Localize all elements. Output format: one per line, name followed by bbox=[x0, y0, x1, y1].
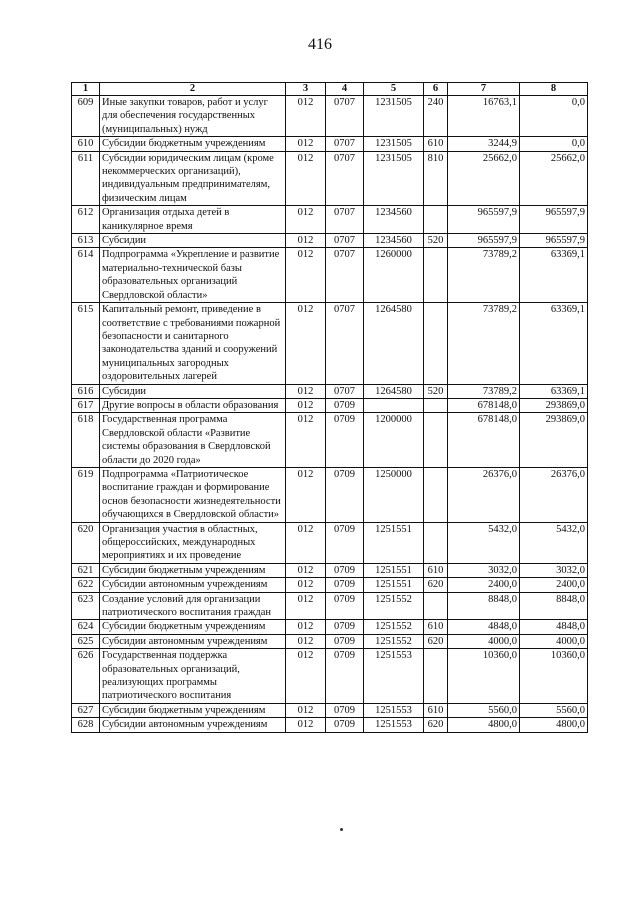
target-article-code: 1251552 bbox=[364, 634, 424, 648]
table-row bbox=[72, 398, 588, 412]
ministry-code: 012 bbox=[286, 137, 326, 151]
row-name: Подпрограмма «Патриотическое воспитание граждан и формирование основ безопасности жизнедеятельности обучающихся в Свердловской области» bbox=[100, 467, 286, 522]
table-row bbox=[72, 634, 588, 648]
row-number: 611 bbox=[72, 151, 100, 206]
amount-col8: 63369,1 bbox=[520, 303, 588, 384]
row-name: Субсидии bbox=[100, 384, 286, 398]
section-code: 0707 bbox=[326, 151, 364, 206]
expense-type-code bbox=[424, 413, 448, 468]
amount-col8: 965597,9 bbox=[520, 234, 588, 248]
expense-type-code: 610 bbox=[424, 563, 448, 577]
table-row bbox=[72, 522, 588, 563]
expense-type-code: 610 bbox=[424, 137, 448, 151]
header-row bbox=[72, 83, 588, 96]
expense-type-code bbox=[424, 467, 448, 522]
row-number: 628 bbox=[72, 718, 100, 732]
amount-col8: 4000,0 bbox=[520, 634, 588, 648]
amount-col7: 3244,9 bbox=[448, 137, 520, 151]
section-code: 0707 bbox=[326, 248, 364, 303]
section-code: 0709 bbox=[326, 703, 364, 717]
table-row bbox=[72, 206, 588, 234]
target-article-code bbox=[364, 398, 424, 412]
row-number: 620 bbox=[72, 522, 100, 563]
amount-col7: 678148,0 bbox=[448, 398, 520, 412]
row-name: Государственная программа Свердловской области «Развитие системы образования в Свердловской области до 2020 года» bbox=[100, 413, 286, 468]
amount-col7: 2400,0 bbox=[448, 578, 520, 592]
target-article-code: 1231505 bbox=[364, 96, 424, 137]
target-article-code: 1250000 bbox=[364, 467, 424, 522]
table-row bbox=[72, 96, 588, 137]
target-article-code: 1251553 bbox=[364, 649, 424, 704]
row-name: Подпрограмма «Укрепление и развитие материально-технической базы образовательных организаций Свердловской области» bbox=[100, 248, 286, 303]
amount-col8: 0,0 bbox=[520, 96, 588, 137]
section-code: 0709 bbox=[326, 718, 364, 732]
section-code: 0707 bbox=[326, 384, 364, 398]
row-name: Иные закупки товаров, работ и услуг для обеспечения государственных (муниципальных) нужд bbox=[100, 96, 286, 137]
amount-col7: 5560,0 bbox=[448, 703, 520, 717]
expense-type-code: 520 bbox=[424, 384, 448, 398]
amount-col7: 25662,0 bbox=[448, 151, 520, 206]
table-row bbox=[72, 592, 588, 620]
row-name: Капитальный ремонт, приведение в соответствие с требованиями пожарной безопасности и санитарного законодательства зданий и сооружений муниципальных загородных оздоровительных лагерей bbox=[100, 303, 286, 384]
amount-col7: 10360,0 bbox=[448, 649, 520, 704]
expense-type-code bbox=[424, 398, 448, 412]
page-number: 416 bbox=[308, 36, 332, 53]
row-number: 610 bbox=[72, 137, 100, 151]
expense-type-code: 610 bbox=[424, 703, 448, 717]
section-code: 0707 bbox=[326, 137, 364, 151]
amount-col7: 5432,0 bbox=[448, 522, 520, 563]
row-name: Создание условий для организации патриотического воспитания граждан bbox=[100, 592, 286, 620]
amount-col8: 293869,0 bbox=[520, 413, 588, 468]
row-name: Государственная поддержка образовательных организаций, реализующих программы патриотического воспитания bbox=[100, 649, 286, 704]
section-code: 0707 bbox=[326, 303, 364, 384]
ministry-code: 012 bbox=[286, 151, 326, 206]
section-code: 0709 bbox=[326, 413, 364, 468]
section-code: 0707 bbox=[326, 234, 364, 248]
table-row bbox=[72, 151, 588, 206]
expense-type-code bbox=[424, 248, 448, 303]
header-cell: 8 bbox=[520, 83, 588, 96]
table-row bbox=[72, 467, 588, 522]
expense-type-code bbox=[424, 592, 448, 620]
section-code: 0709 bbox=[326, 620, 364, 634]
amount-col8: 3032,0 bbox=[520, 563, 588, 577]
row-number: 623 bbox=[72, 592, 100, 620]
ministry-code: 012 bbox=[286, 620, 326, 634]
row-number: 616 bbox=[72, 384, 100, 398]
amount-col7: 965597,9 bbox=[448, 206, 520, 234]
row-number: 621 bbox=[72, 563, 100, 577]
row-name: Субсидии автономным учреждениям bbox=[100, 718, 286, 732]
amount-col8: 5432,0 bbox=[520, 522, 588, 563]
ministry-code: 012 bbox=[286, 303, 326, 384]
row-number: 617 bbox=[72, 398, 100, 412]
section-code: 0709 bbox=[326, 398, 364, 412]
expense-type-code: 620 bbox=[424, 634, 448, 648]
table-row bbox=[72, 703, 588, 717]
amount-col8: 2400,0 bbox=[520, 578, 588, 592]
expense-type-code: 620 bbox=[424, 718, 448, 732]
table-row bbox=[72, 384, 588, 398]
ministry-code: 012 bbox=[286, 592, 326, 620]
amount-col7: 4800,0 bbox=[448, 718, 520, 732]
row-number: 615 bbox=[72, 303, 100, 384]
row-name: Субсидии юридическим лицам (кроме некоммерческих организаций), индивидуальным предпринимателям, физическим лицам bbox=[100, 151, 286, 206]
header-cell: 6 bbox=[424, 83, 448, 96]
expense-type-code: 620 bbox=[424, 578, 448, 592]
expense-type-code bbox=[424, 649, 448, 704]
header-cell: 5 bbox=[364, 83, 424, 96]
row-name: Субсидии bbox=[100, 234, 286, 248]
section-code: 0709 bbox=[326, 634, 364, 648]
expense-type-code bbox=[424, 206, 448, 234]
amount-col8: 63369,1 bbox=[520, 248, 588, 303]
expense-type-code: 240 bbox=[424, 96, 448, 137]
amount-col8: 5560,0 bbox=[520, 703, 588, 717]
amount-col8: 293869,0 bbox=[520, 398, 588, 412]
row-name: Субсидии автономным учреждениям bbox=[100, 634, 286, 648]
row-number: 619 bbox=[72, 467, 100, 522]
ministry-code: 012 bbox=[286, 718, 326, 732]
row-name: Субсидии автономным учреждениям bbox=[100, 578, 286, 592]
amount-col7: 73789,2 bbox=[448, 303, 520, 384]
expense-type-code bbox=[424, 522, 448, 563]
row-number: 627 bbox=[72, 703, 100, 717]
row-number: 609 bbox=[72, 96, 100, 137]
ministry-code: 012 bbox=[286, 467, 326, 522]
expense-type-code: 520 bbox=[424, 234, 448, 248]
table-row bbox=[72, 563, 588, 577]
row-name: Субсидии бюджетным учреждениям bbox=[100, 563, 286, 577]
amount-col7: 4848,0 bbox=[448, 620, 520, 634]
amount-col7: 4000,0 bbox=[448, 634, 520, 648]
amount-col8: 8848,0 bbox=[520, 592, 588, 620]
table-row bbox=[72, 718, 588, 732]
row-number: 612 bbox=[72, 206, 100, 234]
amount-col7: 73789,2 bbox=[448, 384, 520, 398]
expense-type-code: 610 bbox=[424, 620, 448, 634]
row-number: 625 bbox=[72, 634, 100, 648]
table-row bbox=[72, 248, 588, 303]
row-number: 624 bbox=[72, 620, 100, 634]
row-name: Субсидии бюджетным учреждениям bbox=[100, 620, 286, 634]
amount-col8: 4848,0 bbox=[520, 620, 588, 634]
target-article-code: 1260000 bbox=[364, 248, 424, 303]
amount-col8: 965597,9 bbox=[520, 206, 588, 234]
table-row bbox=[72, 578, 588, 592]
section-code: 0709 bbox=[326, 578, 364, 592]
section-code: 0709 bbox=[326, 592, 364, 620]
target-article-code: 1234560 bbox=[364, 206, 424, 234]
target-article-code: 1264580 bbox=[364, 303, 424, 384]
amount-col8: 26376,0 bbox=[520, 467, 588, 522]
amount-col8: 10360,0 bbox=[520, 649, 588, 704]
ministry-code: 012 bbox=[286, 96, 326, 137]
table-row bbox=[72, 649, 588, 704]
ministry-code: 012 bbox=[286, 206, 326, 234]
row-number: 626 bbox=[72, 649, 100, 704]
section-code: 0709 bbox=[326, 563, 364, 577]
ministry-code: 012 bbox=[286, 413, 326, 468]
expense-type-code bbox=[424, 303, 448, 384]
section-code: 0709 bbox=[326, 467, 364, 522]
budget-table bbox=[71, 82, 588, 733]
table-body bbox=[72, 96, 588, 733]
target-article-code: 1251553 bbox=[364, 718, 424, 732]
target-article-code: 1234560 bbox=[364, 234, 424, 248]
target-article-code: 1264580 bbox=[364, 384, 424, 398]
ministry-code: 012 bbox=[286, 649, 326, 704]
row-number: 618 bbox=[72, 413, 100, 468]
row-name: Организация отдыха детей в каникулярное время bbox=[100, 206, 286, 234]
target-article-code: 1251552 bbox=[364, 592, 424, 620]
header-cell: 4 bbox=[326, 83, 364, 96]
row-number: 622 bbox=[72, 578, 100, 592]
stray-dot bbox=[340, 828, 343, 831]
table-row bbox=[72, 234, 588, 248]
section-code: 0707 bbox=[326, 96, 364, 137]
target-article-code: 1231505 bbox=[364, 151, 424, 206]
amount-col8: 0,0 bbox=[520, 137, 588, 151]
row-name: Другие вопросы в области образования bbox=[100, 398, 286, 412]
ministry-code: 012 bbox=[286, 703, 326, 717]
amount-col7: 8848,0 bbox=[448, 592, 520, 620]
amount-col7: 73789,2 bbox=[448, 248, 520, 303]
table-row bbox=[72, 137, 588, 151]
table-row bbox=[72, 303, 588, 384]
ministry-code: 012 bbox=[286, 234, 326, 248]
header-cell: 7 bbox=[448, 83, 520, 96]
table-row bbox=[72, 620, 588, 634]
amount-col8: 63369,1 bbox=[520, 384, 588, 398]
target-article-code: 1251553 bbox=[364, 703, 424, 717]
row-number: 614 bbox=[72, 248, 100, 303]
section-code: 0709 bbox=[326, 522, 364, 563]
ministry-code: 012 bbox=[286, 522, 326, 563]
target-article-code: 1200000 bbox=[364, 413, 424, 468]
row-name: Субсидии бюджетным учреждениям bbox=[100, 137, 286, 151]
expense-type-code: 810 bbox=[424, 151, 448, 206]
target-article-code: 1251552 bbox=[364, 620, 424, 634]
section-code: 0709 bbox=[326, 649, 364, 704]
ministry-code: 012 bbox=[286, 578, 326, 592]
ministry-code: 012 bbox=[286, 563, 326, 577]
row-name: Организация участия в областных, общероссийских, международных мероприятиях и их проведение bbox=[100, 522, 286, 563]
amount-col8: 25662,0 bbox=[520, 151, 588, 206]
header-cell: 1 bbox=[72, 83, 100, 96]
row-name: Субсидии бюджетным учреждениям bbox=[100, 703, 286, 717]
table-row bbox=[72, 413, 588, 468]
amount-col8: 4800,0 bbox=[520, 718, 588, 732]
section-code: 0707 bbox=[326, 206, 364, 234]
header-cell: 3 bbox=[286, 83, 326, 96]
target-article-code: 1251551 bbox=[364, 563, 424, 577]
target-article-code: 1251551 bbox=[364, 578, 424, 592]
amount-col7: 26376,0 bbox=[448, 467, 520, 522]
amount-col7: 678148,0 bbox=[448, 413, 520, 468]
ministry-code: 012 bbox=[286, 248, 326, 303]
amount-col7: 3032,0 bbox=[448, 563, 520, 577]
target-article-code: 1231505 bbox=[364, 137, 424, 151]
amount-col7: 16763,1 bbox=[448, 96, 520, 137]
header-cell: 2 bbox=[100, 83, 286, 96]
ministry-code: 012 bbox=[286, 384, 326, 398]
row-number: 613 bbox=[72, 234, 100, 248]
ministry-code: 012 bbox=[286, 398, 326, 412]
target-article-code: 1251551 bbox=[364, 522, 424, 563]
ministry-code: 012 bbox=[286, 634, 326, 648]
amount-col7: 965597,9 bbox=[448, 234, 520, 248]
